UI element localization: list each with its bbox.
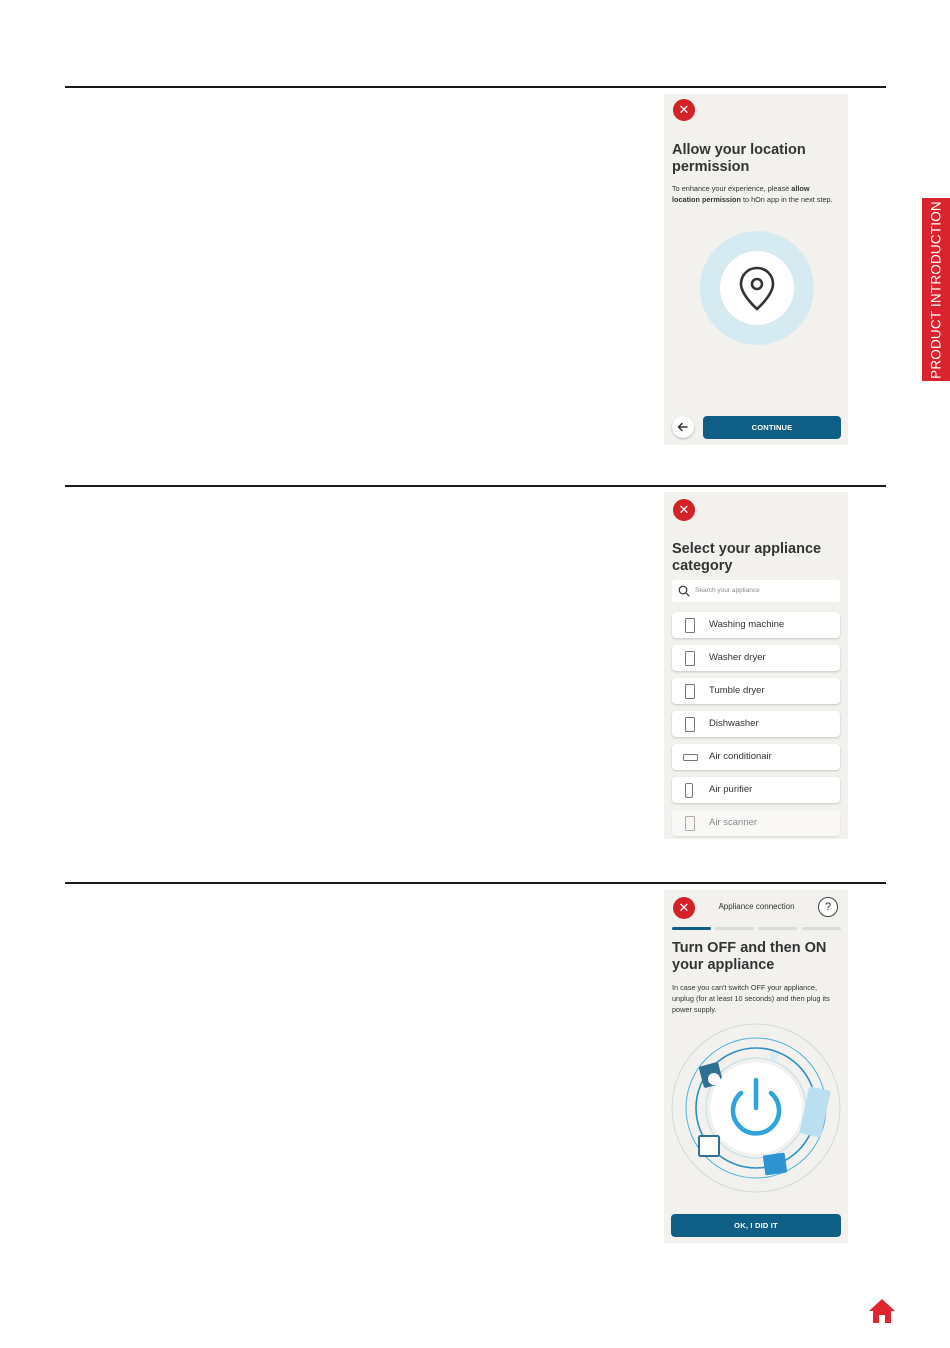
list-item-air-scanner[interactable] [672,810,840,836]
topbar-title: Appliance connection [718,902,795,911]
washer-dryer-icon [685,651,695,666]
list-item-washer-dryer[interactable] [672,645,840,671]
tumble-dryer-icon [685,684,695,699]
appliance-category-screen [664,492,848,839]
description-text: to hOn app in the next step. [740,195,833,204]
home-icon[interactable] [868,1298,896,1324]
search-input[interactable]: Search your appliance [695,587,760,594]
list-item-washing-machine[interactable] [672,612,840,638]
list-item-label: Air purifier [709,784,753,795]
list-item-dishwasher[interactable] [672,711,840,737]
appliance-connection-screen [664,890,848,1243]
continue-button[interactable]: CONTINUE [703,416,841,439]
progress-step-4 [802,927,841,930]
air-purifier-icon [685,783,693,798]
power-illustration [668,1020,844,1196]
list-item-air-purifier[interactable] [672,777,840,803]
list-item-tumble-dryer[interactable] [672,678,840,704]
screen-title: Allow your location permission [672,142,806,175]
list-item-label: Washing machine [709,619,785,630]
progress-step-3 [758,927,797,930]
screen-description: In case you can't switch OFF your appliance, unplug (for at least 10 seconds) and then plug its power supply. [672,983,830,1014]
dishwasher-icon [685,717,695,732]
side-tab-label: PRODUCT INTRODUCTION [928,200,944,379]
screen-title: Select your appliance category [672,541,822,574]
back-button[interactable] [672,416,694,438]
list-item-label: Dishwasher [709,718,759,729]
help-button[interactable]: ? [818,897,838,917]
description-text: To enhance your experience, please [672,184,792,193]
section-divider [65,86,886,88]
search-bar[interactable] [672,580,840,602]
close-icon: ✕ [678,502,690,517]
air-conditioner-icon [683,754,698,761]
progress-step-2 [715,927,754,930]
list-item-label: Air scanner [709,817,758,828]
list-item-label: Tumble dryer [709,685,765,696]
list-item-label: Washer dryer [709,652,766,663]
description-bold-text: allow location permission [672,184,810,204]
location-permission-screen [664,94,848,445]
back-arrow-icon [672,416,694,438]
progress-step-1 [672,927,711,930]
list-item-air-conditioner[interactable] [672,744,840,770]
screen-title: Turn OFF and then ON your appliance [672,940,827,973]
list-item-label: Air conditionair [709,751,772,762]
search-icon [678,585,690,597]
close-button[interactable] [673,499,695,521]
air-scanner-icon [685,816,695,831]
section-divider [65,882,886,884]
side-tab [922,198,950,381]
close-button[interactable] [673,99,695,121]
washing-machine-icon [685,618,695,633]
ok-i-did-it-button[interactable]: OK, I DID IT [671,1214,841,1237]
location-illustration [699,230,815,346]
close-icon: ✕ [678,102,690,117]
screen-description [672,183,836,205]
close-button[interactable] [673,897,695,919]
close-icon: ✕ [678,900,690,915]
section-divider [65,485,886,487]
